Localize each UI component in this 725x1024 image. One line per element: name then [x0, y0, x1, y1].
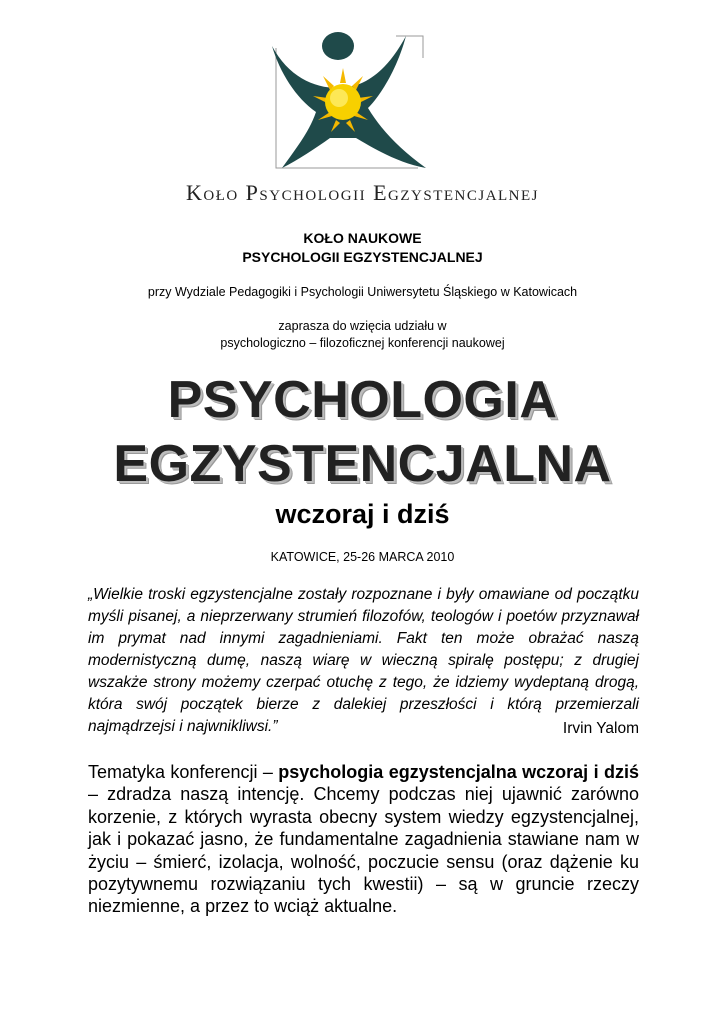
title-line-2: EGZYSTENCJALNA — [113, 435, 612, 493]
conference-date: KATOWICE, 25-26 MARCA 2010 — [270, 550, 455, 564]
invitation-line-1: zaprasza do wzięcia udziału w — [278, 319, 447, 333]
body-rest: – zdradza naszą intencję. Chcemy podczas niej ujawnić zarówno korzenie, z których wyrasta obecny system wiedzy egzystencjalnej, jak i pokazać jasno, że fundamentalne zagadnienia stawiane nam w życiu – śmierć, izolacja, wolność, poczucie sensu (oraz dążenie ku pozytywnemu rozwiązaniu tych kwestii) – są w gruncie rzeczy niezmienne, a przez to wciąż aktualne. — [88, 784, 639, 917]
invitation — [0, 318, 725, 352]
title-line-1: PSYCHOLOGIA — [167, 371, 558, 429]
logo-text: Koło Psychologii Egzystencjalnej — [185, 180, 540, 205]
body-topic: psychologia egzystencjalna wczoraj i dziś — [278, 762, 639, 782]
quote-author: Irvin Yalom — [562, 720, 639, 737]
organizer — [0, 229, 725, 267]
quote-text: „Wielkie troski egzystencjalne zostały rozpoznane i były omawiane od początku myśli pisanej, a nieprzerwany strumień filozofów, teologów i poetów przyznawał im prymat nad innymi zagadnieniami. Fakt ten może obrażać naszą modernistyczną dumę, naszą wiarę w wieczną spiralę postępu; z drugiej wszakże strony możemy czerpać otuchę z tego, że idziemy wydeptaną drogą, która swój początek bierze z dalekiej przeszłości i którą przemierzali najmądrzejsi i najwnikliwsi.” — [88, 586, 639, 735]
invitation-line-2: psychologiczno – filozoficznej konferencji naukowej — [220, 336, 505, 350]
organizer-line-1: KOŁO NAUKOWE — [303, 230, 422, 246]
logo-head — [322, 32, 354, 60]
person-with-sun-logo — [268, 28, 438, 178]
conference-title — [0, 368, 725, 496]
organizer-line-2: PSYCHOLOGII EGZYSTENCJALNEJ — [242, 249, 483, 265]
faculty-line: przy Wydziale Pedagogiki i Psychologii Uniwersytetu Śląskiego w Katowicach — [147, 285, 578, 299]
sun-highlight — [330, 89, 348, 107]
body-paragraph — [88, 761, 639, 918]
conference-subtitle: wczoraj i dziś — [275, 499, 450, 529]
body-intro: Tematyka konferencji – — [88, 762, 279, 782]
